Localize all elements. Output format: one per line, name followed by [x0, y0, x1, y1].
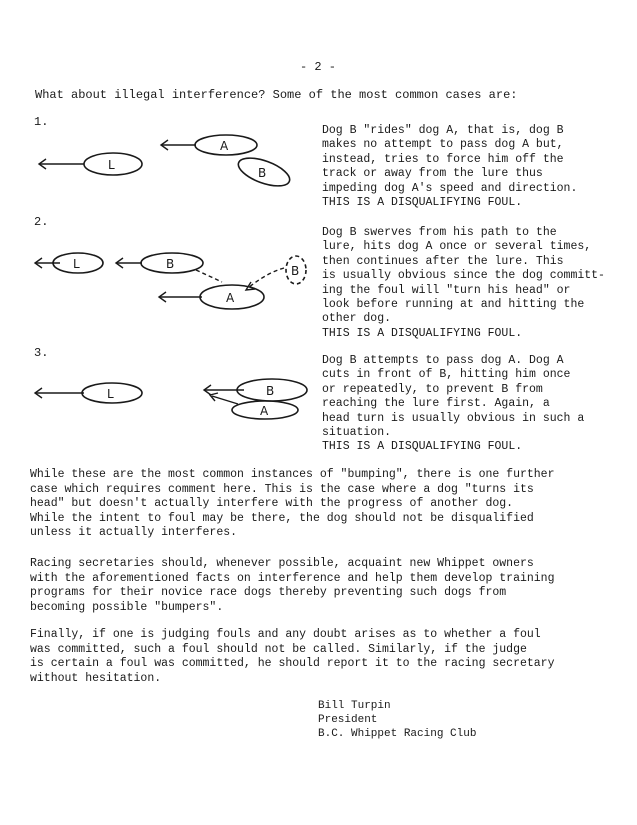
paragraph-line: head" but doesn't actually interfere with the progress of another dog. [30, 497, 514, 511]
signature-organization: B.C. Whippet Racing Club [318, 728, 477, 740]
case-3-description [322, 354, 622, 455]
paragraph-line: Finally, if one is judging fouls and any doubt arises as to whether a foul [30, 628, 541, 641]
case-1-line: instead, tries to force him off the [322, 152, 564, 166]
page-number: - 2 - [300, 60, 337, 74]
case-3-label-b: B [266, 384, 275, 398]
case-2-label-b: B [166, 257, 175, 271]
case-1-number: 1. [34, 115, 49, 129]
case-2-label-a: A [226, 291, 235, 305]
case-2-number: 2. [34, 215, 49, 229]
case-1-line: makes no attempt to pass dog A but, [322, 138, 564, 152]
case-3-label-l: L [107, 387, 114, 401]
case-3-line: cuts in front of B, hitting him once [322, 368, 571, 382]
case-3-line: reaching the lure first. Again, a [322, 397, 550, 411]
paragraph-line: While the intent to foul may be there, the dog should not be disqualified [30, 511, 534, 525]
case-1-line: track or away from the lure thus [322, 167, 543, 181]
signature-title: President [318, 714, 378, 726]
paragraph-line: with the aforementioned facts on interference and help them develop training [30, 571, 555, 585]
case-3-line: Dog B attempts to pass dog A. Dog A [322, 354, 564, 367]
case-3-line: head turn is usually obvious in such a [322, 411, 585, 425]
case-3-label-a: A [260, 404, 269, 418]
case-1-line: Dog B "rides" dog A, that is, dog B [322, 124, 564, 137]
case-2-line: look before running at and hitting the [322, 298, 585, 312]
case-1-label-l: L [108, 158, 115, 172]
signature-block [318, 699, 476, 741]
case-2-label-b-start: B [291, 264, 300, 278]
paragraph-bumping [30, 468, 620, 541]
paragraph-line: While these are the most common instances of "bumping", there is one further [30, 468, 555, 481]
signature-name: Bill Turpin [318, 700, 391, 712]
case-1-label-a: A [220, 139, 229, 153]
case-2-line: Dog B swerves from his path to the [322, 226, 557, 239]
paragraph-racing-secretaries [30, 557, 620, 615]
case-2-line: other dog. [322, 312, 392, 326]
paragraph-line: programs for their novice race dogs thereby preventing such dogs from [30, 586, 507, 600]
case-3-line: situation. [322, 426, 392, 440]
case-2-line: ing the foul will "turn his head" or [322, 283, 571, 297]
intro-text: What about illegal interference? Some of the most common cases are: [35, 88, 518, 102]
paragraph-line: is certain a foul was committed, he should report it to the racing secretary [30, 657, 555, 671]
case-2-line: then continues after the lure. This [322, 254, 564, 268]
paragraph-line: case which requires comment here. This is the case where a dog "turns its [30, 482, 534, 496]
paragraph-line: was committed, such a foul should not be called. Similarly, if the judge [30, 642, 527, 656]
case-1-line: impeding dog A's speed and direction. [322, 181, 578, 195]
case-3-number: 3. [34, 346, 49, 360]
paragraph-line: unless it actually interferes. [30, 526, 238, 540]
paragraph-line: Racing secretaries should, whenever possible, acquaint new Whippet owners [30, 557, 534, 570]
case-1-verdict: THIS IS A DISQUALIFYING FOUL. [322, 196, 523, 210]
case-1-label-b: B [258, 166, 267, 180]
case-3-line: or repeatedly, to prevent B from [322, 382, 543, 396]
case-2-line: is usually obvious since the dog committ- [322, 269, 605, 283]
case-2-verdict: THIS IS A DISQUALIFYING FOUL. [322, 326, 523, 340]
case-3-cut-arrow [212, 396, 238, 404]
paragraph-line: becoming possible "bumpers". [30, 600, 224, 614]
case-3-verdict: THIS IS A DISQUALIFYING FOUL. [322, 440, 523, 454]
case-2-line: lure, hits dog A once or several times, [322, 240, 592, 254]
case-2-label-l: L [73, 257, 80, 271]
paragraph-line: without hesitation. [30, 671, 162, 685]
paragraph-finally [30, 628, 620, 686]
